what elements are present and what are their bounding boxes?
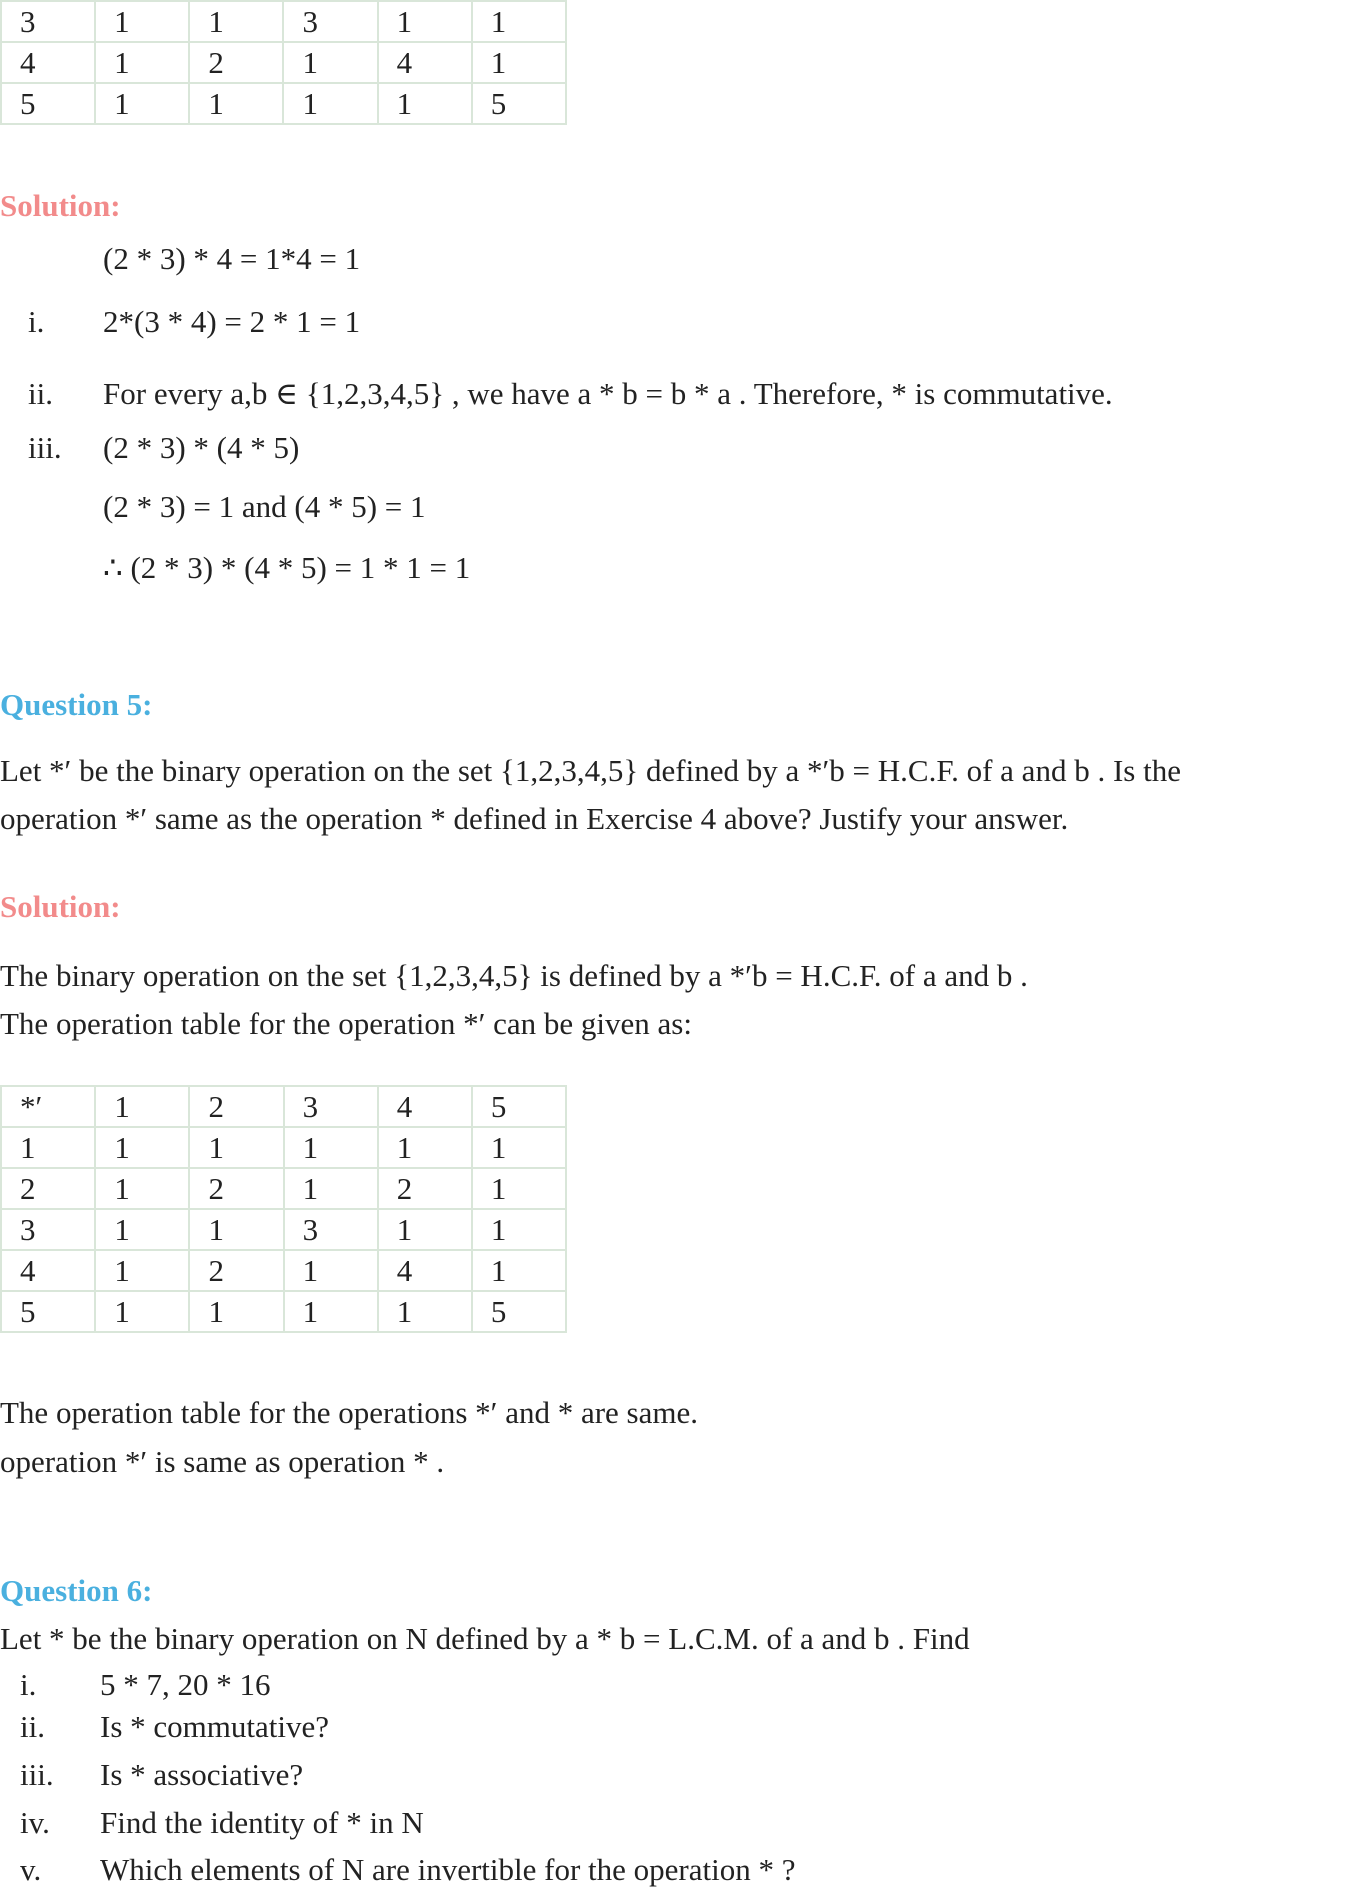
table-cell: 4	[378, 1086, 472, 1127]
table-cell: 1	[95, 1209, 189, 1250]
table-cell: 5	[1, 1291, 95, 1332]
list-number: i.	[28, 304, 45, 339]
table-cell: 1	[1, 1127, 95, 1168]
table-cell: 1	[189, 1, 283, 42]
table-row	[1, 1127, 566, 1168]
solution-text: operation *′ is same as operation * .	[0, 1444, 445, 1479]
solution-text: The binary operation on the set {1,2,3,4,5} is defined by a *′b = H.C.F. of a and b .	[0, 958, 1028, 993]
table-cell: 1	[284, 1168, 378, 1209]
list-number: ii.	[28, 376, 53, 411]
table-cell: 1	[378, 1, 472, 42]
table-cell: 5	[472, 1291, 566, 1332]
table-cell: 5	[472, 1086, 566, 1127]
solution-heading: Solution:	[0, 889, 121, 924]
question-6-intro: Let * be the binary operation on N defined by a * b = L.C.M. of a and b . Find	[0, 1621, 970, 1656]
table-cell: 1	[189, 1209, 283, 1250]
question-5-heading: Question 5:	[0, 687, 153, 722]
table-row	[1, 83, 566, 124]
table-cell: 3	[1, 1, 95, 42]
table-cell: 5	[472, 83, 566, 124]
list-item: Which elements of N are invertible for the operation * ?	[100, 1852, 796, 1887]
list-item: For every a,b ∈ {1,2,3,4,5} , we have a * b = b * a . Therefore, * is commutative.	[103, 376, 1113, 411]
table-cell: 2	[189, 42, 283, 83]
table-row	[1, 1209, 566, 1250]
table-cell: 1	[95, 1086, 189, 1127]
table-cell: 2	[378, 1168, 472, 1209]
table-cell: 4	[378, 1250, 472, 1291]
table-cell: 1	[284, 1250, 378, 1291]
list-number: v.	[20, 1852, 42, 1887]
table-cell: 2	[189, 1168, 283, 1209]
table-cell: 1	[378, 1291, 472, 1332]
table-cell: 3	[1, 1209, 95, 1250]
table-cell: 1	[95, 1291, 189, 1332]
solution-heading: Solution:	[0, 188, 121, 223]
list-item: Is * associative?	[100, 1757, 304, 1792]
list-item: (2 * 3) * 4 = 1*4 = 1	[103, 241, 361, 276]
table-cell: 1	[472, 42, 566, 83]
question-5-text: Let *′ be the binary operation on the set {1,2,3,4,5} defined by a *′b = H.C.F. of a and b . Is the	[0, 753, 1181, 788]
list-number: iii.	[28, 430, 62, 465]
table-cell: 1	[378, 1209, 472, 1250]
table-cell: 1	[472, 1209, 566, 1250]
table-cell: 1	[95, 1168, 189, 1209]
operation-table-top	[0, 0, 567, 125]
list-number: iii.	[20, 1757, 54, 1792]
table-cell: 1	[472, 1168, 566, 1209]
table-cell: 2	[1, 1168, 95, 1209]
table-cell: 3	[283, 1, 377, 42]
list-number: iv.	[20, 1805, 50, 1840]
table-cell: 1	[283, 42, 377, 83]
table-cell: 1	[189, 1127, 283, 1168]
table-row	[1, 1, 566, 42]
table-cell: 1	[95, 83, 189, 124]
table-cell: 1	[95, 42, 189, 83]
table-row	[1, 42, 566, 83]
question-5-text: operation *′ same as the operation * defined in Exercise 4 above? Justify your answer.	[0, 801, 1069, 836]
table-cell: 1	[472, 1250, 566, 1291]
table-cell: 3	[284, 1086, 378, 1127]
question-6-heading: Question 6:	[0, 1573, 153, 1608]
list-number: i.	[20, 1667, 37, 1702]
table-cell: 4	[1, 1250, 95, 1291]
table-row	[1, 1168, 566, 1209]
table-cell: 4	[378, 42, 472, 83]
table-cell: 1	[378, 1127, 472, 1168]
table-cell: 1	[378, 83, 472, 124]
table-cell: 1	[284, 1127, 378, 1168]
list-item: (2 * 3) = 1 and (4 * 5) = 1	[103, 489, 426, 524]
table-row	[1, 1250, 566, 1291]
table-cell: 3	[284, 1209, 378, 1250]
table-cell: 1	[95, 1250, 189, 1291]
table-row	[1, 1086, 566, 1127]
table-cell: 2	[189, 1086, 283, 1127]
table-cell: 1	[284, 1291, 378, 1332]
table-cell: 1	[95, 1127, 189, 1168]
table-cell: 1	[283, 83, 377, 124]
table-cell: 1	[189, 1291, 283, 1332]
table-cell: *′	[1, 1086, 95, 1127]
operation-table-hcf	[0, 1085, 567, 1333]
list-number: ii.	[20, 1709, 45, 1744]
list-item: Find the identity of * in N	[100, 1805, 424, 1840]
list-item: 2*(3 * 4) = 2 * 1 = 1	[103, 304, 361, 339]
list-item: Is * commutative?	[100, 1709, 329, 1744]
list-item: ∴ (2 * 3) * (4 * 5) = 1 * 1 = 1	[103, 550, 471, 585]
table-cell: 1	[472, 1, 566, 42]
table-cell: 4	[1, 42, 95, 83]
list-item: (2 * 3) * (4 * 5)	[103, 430, 300, 465]
table-cell: 1	[189, 83, 283, 124]
list-item: 5 * 7, 20 * 16	[100, 1667, 271, 1702]
table-row	[1, 1291, 566, 1332]
solution-text: The operation table for the operations *′ and * are same.	[0, 1395, 698, 1430]
table-cell: 1	[472, 1127, 566, 1168]
table-cell: 2	[189, 1250, 283, 1291]
solution-text: The operation table for the operation *′ can be given as:	[0, 1006, 692, 1041]
table-cell: 5	[1, 83, 95, 124]
table-cell: 1	[95, 1, 189, 42]
